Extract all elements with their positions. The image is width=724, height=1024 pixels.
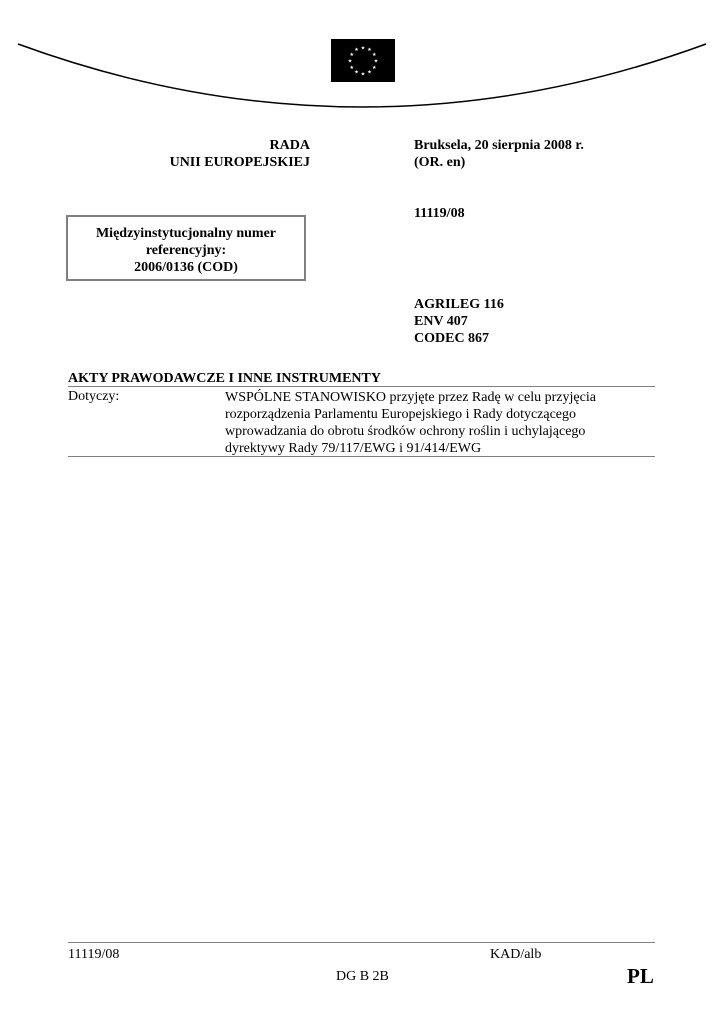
flag-star-icon: ★: [373, 59, 379, 65]
code-env: ENV 407: [414, 314, 468, 329]
original-language: (OR. en): [414, 155, 466, 170]
flag-star-icon: ★: [367, 70, 372, 76]
document-date: Bruksela, 20 sierpnia 2008 r.: [414, 138, 584, 153]
section-title: AKTY PRAWODAWCZE I INNE INSTRUMENTY: [68, 371, 381, 386]
section-bottom-rule: [68, 456, 655, 457]
flag-star-icon: ★: [367, 48, 372, 54]
section-top-rule: [68, 386, 655, 387]
flag-star-icon: ★: [372, 65, 377, 71]
footer-author: KAD/alb: [490, 947, 542, 962]
subject-line: dyrektywy Rady 79/117/EWG i 91/414/EWG: [225, 441, 482, 456]
footer-rule: [68, 942, 655, 943]
council-name-line1: RADA: [269, 138, 310, 153]
flag-star-icon: ★: [349, 65, 354, 71]
flag-star-icon: ★: [372, 52, 377, 58]
subject-label: Dotyczy:: [68, 389, 120, 404]
date-block: [414, 137, 584, 171]
flag-star-icon: ★: [360, 46, 366, 52]
footer-doc-number: 11119/08: [68, 947, 120, 962]
footer-department: DG B 2B: [336, 969, 389, 984]
reference-label-line1: Międzyinstytucjonalny numer: [95, 226, 277, 241]
document-codes: [414, 296, 504, 347]
subject-text: [225, 389, 645, 457]
interinstitutional-reference-box: [66, 215, 306, 281]
flag-star-icon: ★: [347, 59, 353, 65]
document-number: 11119/08: [414, 206, 465, 221]
council-name-line2: UNII EUROPEJSKIEJ: [169, 155, 310, 170]
code-codec: CODEC 867: [414, 331, 490, 346]
subject-line: wprowadzania do obrotu środków ochrony roślin i uchylającego: [225, 424, 586, 439]
code-agrileg: AGRILEG 116: [414, 297, 504, 312]
subject-line: WSPÓLNE STANOWISKO przyjęte przez Radę w celu przyjęcia: [225, 390, 596, 405]
flag-star-icon: ★: [360, 72, 366, 78]
eu-flag-icon: [331, 39, 395, 82]
reference-label-line2: referencyjny:: [145, 243, 227, 258]
flag-star-icon: ★: [354, 70, 359, 76]
flag-star-icon: ★: [349, 52, 354, 58]
reference-number: 2006/0136 (COD): [134, 260, 238, 275]
council-name: [140, 137, 310, 171]
subject-line: rozporządzenia Parlamentu Europejskiego i Rady dotyczącego: [225, 407, 577, 422]
flag-star-icon: ★: [354, 48, 359, 54]
footer-language: PL: [627, 964, 654, 988]
